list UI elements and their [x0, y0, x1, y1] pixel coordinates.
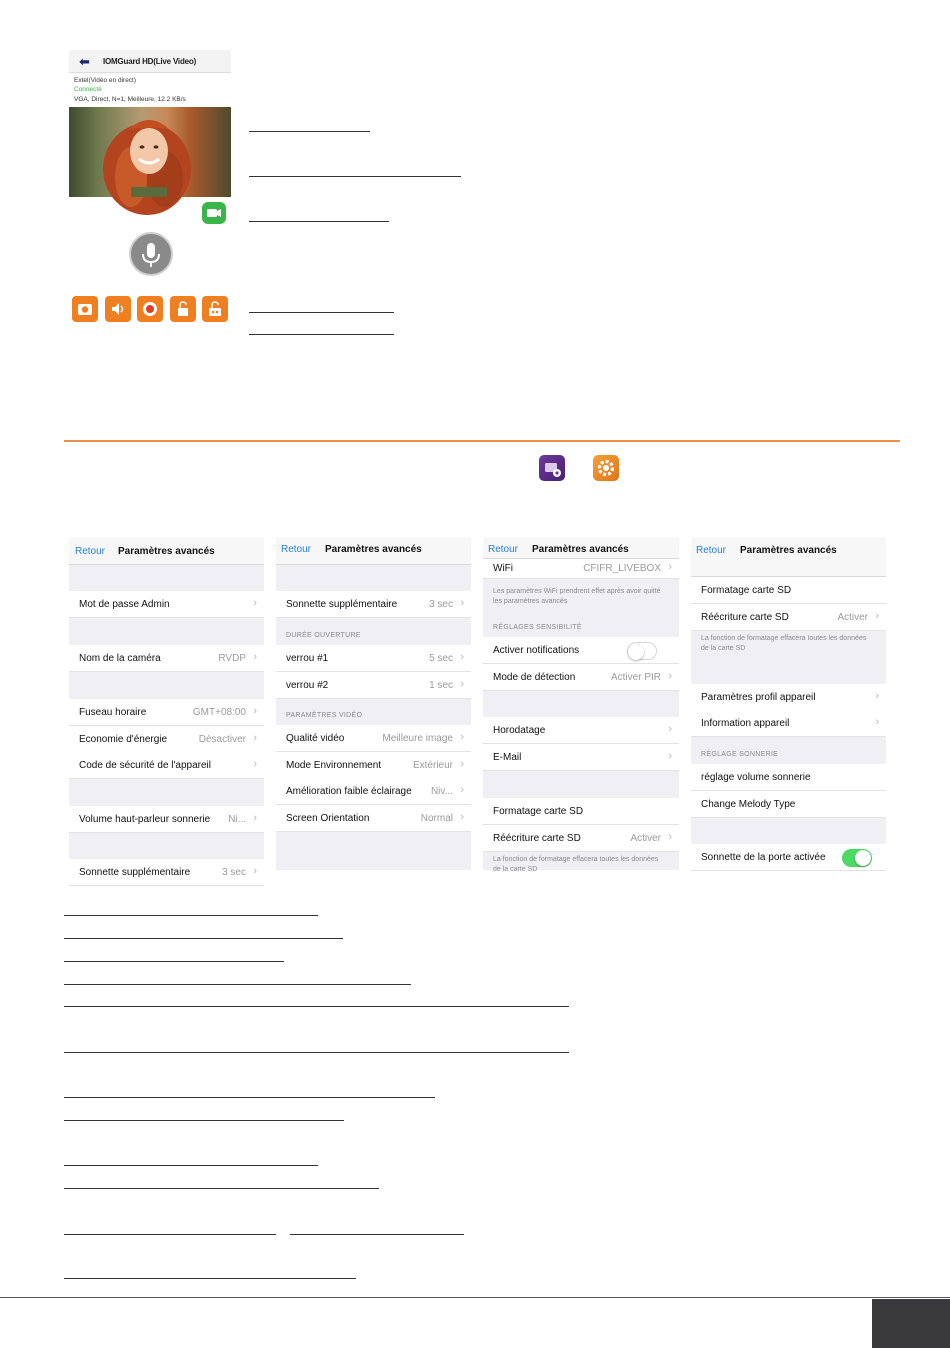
row-value: Niv...: [430, 786, 453, 797]
section-header: PARAMÈTRES VIDÉO: [286, 712, 363, 719]
live-video-feed: [69, 107, 231, 197]
row-label: réglage volume sonnerie: [701, 772, 811, 783]
live-stream-info: VGA, Direct, N=1, Meilleure, 12.2 KB/s: [74, 96, 186, 103]
unlock-1-button[interactable]: [170, 296, 196, 322]
text-line: [64, 915, 318, 916]
wifi-note: Les paramètres WiFi prendrent effet après avoir quitté les paramètres avancés: [493, 588, 661, 605]
text-line: [249, 312, 394, 313]
text-line: [64, 1278, 356, 1279]
row-sd-overwrite[interactable]: [483, 825, 679, 852]
camera-settings-app-icon: [539, 455, 565, 481]
footer-rule: [0, 1297, 950, 1298]
row-email[interactable]: [483, 744, 679, 771]
row-device-info[interactable]: [691, 710, 886, 737]
row-label: Code de sécurité de l'appareil: [79, 760, 211, 771]
text-line: [64, 1188, 379, 1189]
row-label: Screen Orientation: [286, 813, 370, 824]
doorbell-toggle[interactable]: [842, 849, 872, 867]
chevron-right-icon: ›: [253, 758, 257, 770]
row-admin-password[interactable]: [69, 591, 264, 618]
row-label: Réécriture carte SD: [493, 833, 581, 844]
text-line: [64, 1052, 569, 1053]
live-controls: [72, 296, 228, 322]
row-value: Activer: [630, 833, 661, 844]
row-value: Désactiver: [198, 734, 246, 745]
row-value: Normal: [420, 813, 453, 824]
chevron-right-icon: ›: [668, 723, 672, 735]
record-icon: [141, 300, 159, 318]
row-label: Economie d'énergie: [79, 734, 168, 745]
row-ring-volume[interactable]: [691, 764, 886, 791]
row-extra-chime[interactable]: [276, 591, 471, 618]
chevron-right-icon: ›: [875, 690, 879, 702]
row-notifications[interactable]: [483, 637, 679, 664]
text-line: [64, 938, 343, 939]
chevron-right-icon: ›: [253, 865, 257, 877]
row-label: Mot de passe Admin: [79, 599, 170, 610]
chevron-right-icon: ›: [668, 750, 672, 762]
row-value: 1 sec: [429, 680, 453, 691]
row-label: Fuseau horaire: [79, 707, 147, 718]
row-extra-chime[interactable]: [69, 859, 264, 886]
nav-bar: [483, 537, 679, 559]
row-sd-overwrite[interactable]: [691, 604, 886, 631]
row-sd-format[interactable]: [483, 798, 679, 825]
section-header: RÉGLAGES SENSIBILITÉ: [493, 624, 582, 631]
live-camera-name: Extel(Vidéo en direct): [74, 77, 137, 84]
row-value: GMT+08:00: [192, 707, 246, 718]
camera-icon: [76, 300, 94, 318]
chevron-right-icon: ›: [253, 705, 257, 717]
row-sd-format[interactable]: [691, 577, 886, 604]
settings-panel-4: [691, 537, 886, 870]
text-line: [64, 984, 411, 985]
text-line: [249, 221, 389, 222]
chevron-right-icon: ›: [668, 670, 672, 682]
speaker-icon: [109, 300, 127, 318]
row-value: Ni...: [228, 814, 246, 825]
chevron-right-icon: ›: [875, 610, 879, 622]
padlock-double-icon: [206, 300, 224, 318]
text-line: [290, 1234, 464, 1235]
row-label: Volume haut-parleur sonnerie: [79, 814, 211, 825]
live-status: Connecté: [74, 86, 102, 93]
row-label: E-Mail: [493, 752, 522, 763]
chevron-right-icon: ›: [460, 597, 464, 609]
section-header: RÉGLAGE SONNERIE: [701, 751, 779, 758]
row-label: Amélioration faible éclairage: [286, 786, 412, 797]
row-environment-mode[interactable]: [276, 752, 471, 779]
nav-title: Paramètres avancés: [118, 546, 215, 557]
back-button[interactable]: Retour: [696, 545, 727, 556]
chevron-right-icon: ›: [875, 716, 879, 728]
row-lock-2[interactable]: [276, 672, 471, 699]
row-value: Activer PIR: [610, 672, 661, 683]
row-label: Sonnette supplémentaire: [286, 599, 398, 610]
row-detection-mode[interactable]: [483, 664, 679, 691]
row-screen-orientation[interactable]: [276, 805, 471, 832]
row-label: Mode Environnement: [286, 760, 382, 771]
settings-panel-3: [483, 537, 679, 873]
row-timezone[interactable]: [69, 699, 264, 726]
text-line: [249, 176, 461, 177]
chevron-right-icon: ›: [253, 597, 257, 609]
text-line: [64, 1234, 276, 1235]
back-button[interactable]: Retour: [281, 544, 312, 555]
row-value: Meilleure image: [382, 733, 453, 744]
page-number-box: [872, 1299, 950, 1348]
row-label: Réécriture carte SD: [701, 612, 789, 623]
nav-bar: [691, 537, 886, 577]
padlock-open-icon: [174, 300, 192, 318]
row-value: RVDP: [218, 653, 246, 664]
text-line: [64, 1006, 569, 1007]
text-line: [64, 1165, 318, 1166]
microphone-icon: [131, 234, 171, 274]
row-label: Mode de détection: [493, 672, 576, 683]
row-doorbell-enabled[interactable]: [691, 844, 886, 871]
live-header: [69, 50, 231, 73]
text-line: [249, 334, 394, 335]
record-button[interactable]: [137, 296, 163, 322]
nav-title: Paramètres avancés: [325, 544, 422, 555]
live-title: IOMGuard HD(Live Video): [103, 57, 197, 66]
nav-title: Paramètres avancés: [740, 545, 837, 556]
text-line: [64, 961, 284, 962]
chevron-right-icon: ›: [253, 812, 257, 824]
live-video-screen: [69, 50, 231, 328]
row-label: Paramètres profil appareil: [701, 692, 816, 703]
row-label: verrou #2: [286, 680, 329, 691]
unlock-2-button[interactable]: [202, 296, 228, 322]
row-wifi[interactable]: [483, 559, 679, 579]
row-label: Information appareil: [701, 718, 790, 729]
notifications-toggle[interactable]: [627, 642, 657, 660]
back-button[interactable]: Retour: [75, 546, 106, 557]
row-value: Extérieur: [412, 760, 453, 771]
row-speaker-volume[interactable]: [69, 806, 264, 833]
row-label: Formatage carte SD: [701, 585, 792, 596]
row-label: Sonnette de la porte activée: [701, 852, 826, 863]
row-label: Nom de la caméra: [79, 653, 161, 664]
row-video-quality[interactable]: [276, 725, 471, 752]
row-label: WiFi: [493, 563, 513, 574]
chevron-right-icon: ›: [460, 731, 464, 743]
chevron-right-icon: ›: [253, 732, 257, 744]
row-lock-1[interactable]: [276, 645, 471, 672]
nav-bar: [69, 537, 264, 565]
section-divider: [64, 440, 900, 442]
chevron-right-icon: ›: [668, 831, 672, 843]
text-line: [64, 1097, 435, 1098]
chevron-right-icon: ›: [460, 651, 464, 663]
chevron-right-icon: ›: [253, 651, 257, 663]
row-melody-type[interactable]: [691, 791, 886, 818]
chevron-right-icon: ›: [460, 678, 464, 690]
row-value: Activer: [837, 612, 868, 623]
nav-title: Paramètres avancés: [532, 544, 629, 555]
back-arrow-icon[interactable]: ⬅: [79, 54, 90, 69]
row-device-profile[interactable]: [691, 684, 886, 711]
row-value: 3 sec: [429, 599, 453, 610]
row-label: Formatage carte SD: [493, 806, 584, 817]
row-label: Change Melody Type: [701, 799, 796, 810]
chevron-right-icon: ›: [668, 561, 672, 573]
speaker-button[interactable]: [105, 296, 131, 322]
row-camera-name[interactable]: [69, 645, 264, 672]
nav-bar: [276, 537, 471, 565]
back-button[interactable]: Retour: [488, 544, 519, 555]
settings-panel-1: [69, 537, 264, 878]
row-value: 5 sec: [429, 653, 453, 664]
chevron-right-icon: ›: [460, 758, 464, 770]
sd-format-note: La fonction de formatage effacera toutes les données de la carte SD: [493, 856, 659, 873]
row-value: 3 sec: [222, 867, 246, 878]
snapshot-button[interactable]: [72, 296, 98, 322]
text-line: [249, 131, 370, 132]
sd-format-note: La fonction de formatage effacera toutes les données de la carte SD: [701, 635, 867, 652]
chevron-right-icon: ›: [460, 811, 464, 823]
microphone-button[interactable]: [129, 232, 173, 276]
row-label: Sonnette supplémentaire: [79, 867, 191, 878]
row-label: Activer notifications: [493, 645, 580, 656]
row-label: Horodatage: [493, 725, 546, 736]
settings-panel-2: [276, 537, 471, 870]
row-timestamp[interactable]: [483, 717, 679, 744]
section-header: DURÉE OUVERTURE: [286, 632, 361, 639]
row-energy-saving[interactable]: [69, 726, 264, 753]
chevron-right-icon: ›: [460, 784, 464, 796]
row-label: verrou #1: [286, 653, 329, 664]
video-camera-icon[interactable]: [202, 202, 226, 224]
gear-icon: [593, 455, 619, 481]
row-value: CFIFR_LIVEBOX: [583, 563, 661, 574]
text-line: [64, 1120, 344, 1121]
row-label: Qualité vidéo: [286, 733, 345, 744]
row-low-light[interactable]: [276, 778, 471, 805]
row-security-code[interactable]: [69, 752, 264, 779]
